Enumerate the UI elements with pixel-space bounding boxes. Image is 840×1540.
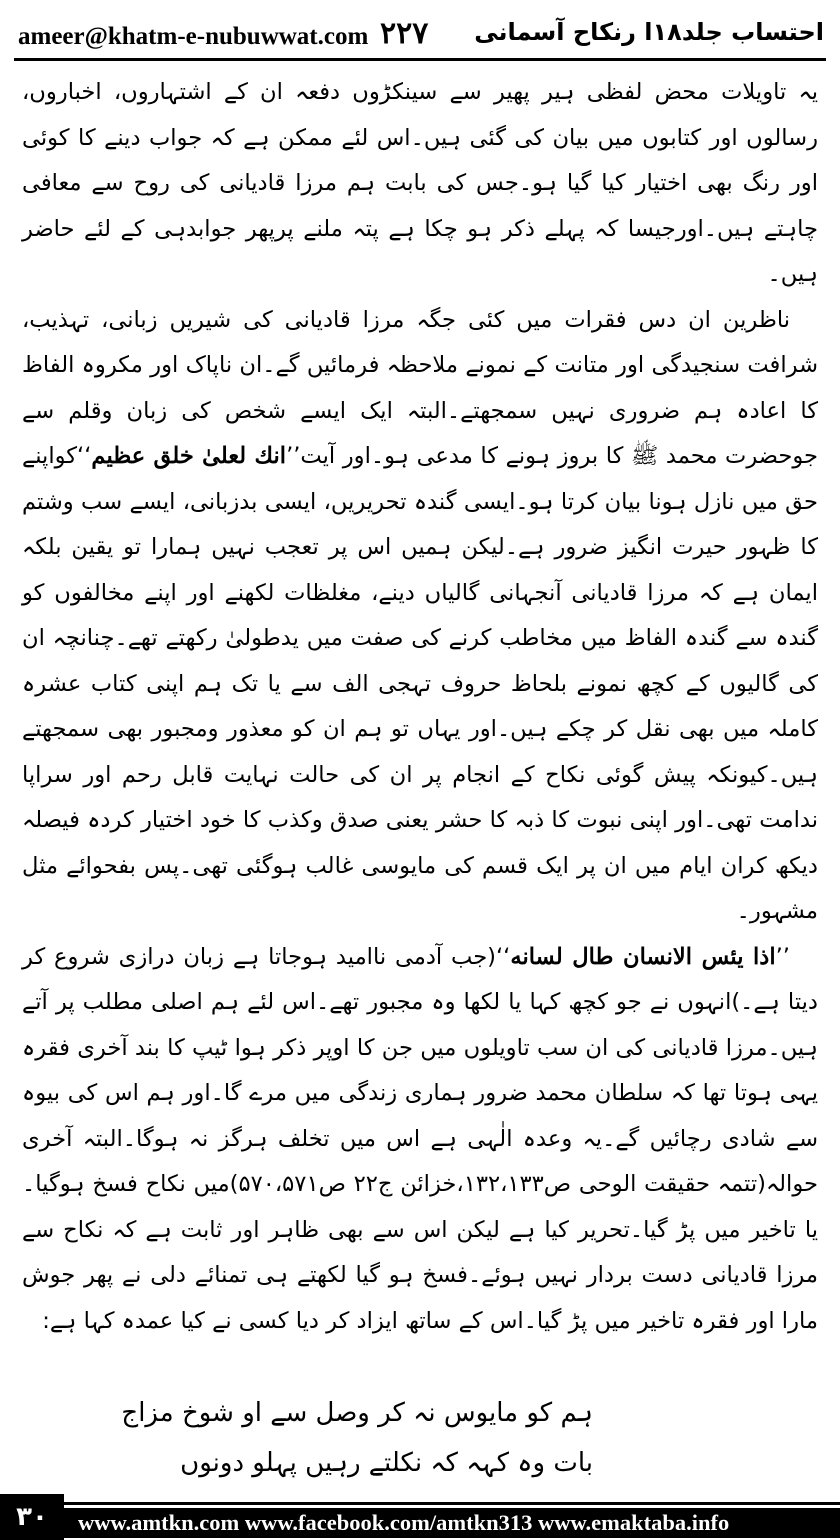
paragraph-2-text: ناظرین ان دس فقرات میں کئی جگہ مرزا قادیانی کی شیریں زبانی، تہذیب، شرافت سنجیدگی اور متانت کے نمونے ملاحظہ فرمائیں گے۔ان ناپاک اور مکروہ الفاظ کا اعادہ ہم ضروری نہیں سمجھتے۔البتہ ایک ایسے شخص کی زبان وقلم سے جوحضرت محمد ﷺ کا بروز ہونے کا مدعی ہو۔اور آیت’’ [22, 306, 818, 469]
header-page-number: ۲۲۷ [380, 16, 429, 51]
quranic-verse-quote: انك لعلىٰ خلق عظيم [91, 443, 287, 469]
footer-page-number: ۳۰ [0, 1494, 64, 1540]
closing-couplet [22, 1388, 818, 1488]
header-divider [14, 58, 826, 61]
footer-stripe [64, 1502, 840, 1505]
header-book-title: احتساب جلد۱۸ا رنکاح آسمانی [474, 18, 824, 46]
page-body [22, 70, 818, 1440]
paragraph-3-text: ‘‘(جب آدمی ناامید ہوجاتا ہے زبان درازی شروع کر دیتا ہے۔)انہوں نے جو کچھ کہا یا لکھا وہ مجبور تھے۔اس لئے ہم اصلی مطلب پر آتے ہیں۔مرزا قادیانی کی ان سب تاویلوں میں جن کا اوپر ذکر ہوا ٹیپ کا بند آخری فقرہ یہی ہوتا تھا کہ سلطان محمد ضرور ہماری زندگی میں مرے گا۔اور ہم اس کی بیوہ سے شادی رچائیں گے۔یہ وعدہ الٰہی ہے اس میں تخلف ہرگز نہ ہوگا۔البتہ آخری حوالہ(تتمہ حقیقت الوحی ص۱۳۲،۱۳۳،خزائن ج۲۲ ص۵۷۰،۵۷۱)میں نکاح فسخ ہوگیا۔یا تاخیر میں پڑ گیا۔تحریر کیا ہے لیکن اس سے بھی ظاہر اور ثابت ہے کہ نکاح سے مرزا قادیانی دست بردار نہیں ہوئے۔فسخ ہو گیا لکھتے ہی تمنائے دلی نے پھر جوش مارا اور فقرہ تاخیر میں پڑ گیا۔اس کے ساتھ ایزاد کر دیا کسی نے کیا عمدہ کہا ہے: [22, 943, 818, 1334]
paragraph-2-continuation: ‘‘کواپنے حق میں نازل ہونا بیان کرتا ہو۔ایسی گندہ تحریریں، ایسی بدزبانی، ایسے سب وشتم کا ظہور حیرت انگیز ضرور ہے۔لیکن ہمیں اس پر تعجب نہیں ہمارا تو یقین بلکہ ایمان ہے کہ مرزا قادیانی آنجہانی گالیاں دینے، مغلظات لکھنے اور اپنے مخالفوں کو گندہ سے گندہ الفاظ میں مخاطب کرنے کی صفت میں یدطولیٰ رکھتے تھے۔چنانچہ ان کی گالیوں کے کچھ نمونے بلحاظ حروف تہجی الف سے یا تک ہم اپنی کتاب عشرہ کاملہ میں بھی نقل کر چکے ہیں۔اور یہاں تو ہم ان کو معذور ومجبور بھی سمجھتے ہیں۔کیونکہ پیش گوئی نکاح کے انجام پر ان کی حالت نہایت قابل رحم اور سراپا ندامت تھی۔اور اپنی نبوت کا ذبہ کا حشر یعنی صدق وکذب کا خود اختیار کردہ فیصلہ دیکھ کران ایام میں ان پر ایک قسم کی مایوسی غالب ہوگئی تھی۔پس بفحوائے مثل مشہور۔ [22, 443, 818, 924]
paragraph-2 [22, 298, 818, 935]
paragraph-3 [22, 935, 818, 1345]
header-email[interactable]: ameer@khatm-e-nubuwwat.com [18, 23, 369, 50]
couplet-line-2: بات وہ کہہ کہ نکلتے رہیں پہلو دونوں [180, 1448, 593, 1478]
couplet-line-1: ہم کو مایوس نہ کر وصل سے او شوخ مزاج [121, 1398, 593, 1428]
page-footer [0, 1494, 840, 1540]
footer-website-links[interactable]: www.amtkn.com www.facebook.com/amtkn313 www.emaktaba.info [78, 1510, 730, 1535]
arabic-proverb-quote: اذا يئس الانسان طال لسانه [510, 943, 776, 970]
paragraph-1: یہ تاویلات محض لفظی ہیر پھیر سے سینکڑوں دفعہ ان کے اشتہاروں، اخباروں، رسالوں اور کتابوں میں بیان کی گئی ہیں۔اس لئے ممکن ہے کہ جواب دینے کا کوئی اور رنگ بھی اختیار کیا گیا ہو۔جس کی بابت ہم مرزا قادیانی کی روح سے معافی چاہتے ہیں۔اورجیسا کہ پہلے ذکر ہو چکا ہے پتہ ملنے پرپھر جوابدہی کے لئے حاضر ہیں۔ [22, 79, 818, 287]
proverb-open-quote: ’’ [775, 943, 790, 970]
page-header [0, 0, 840, 66]
